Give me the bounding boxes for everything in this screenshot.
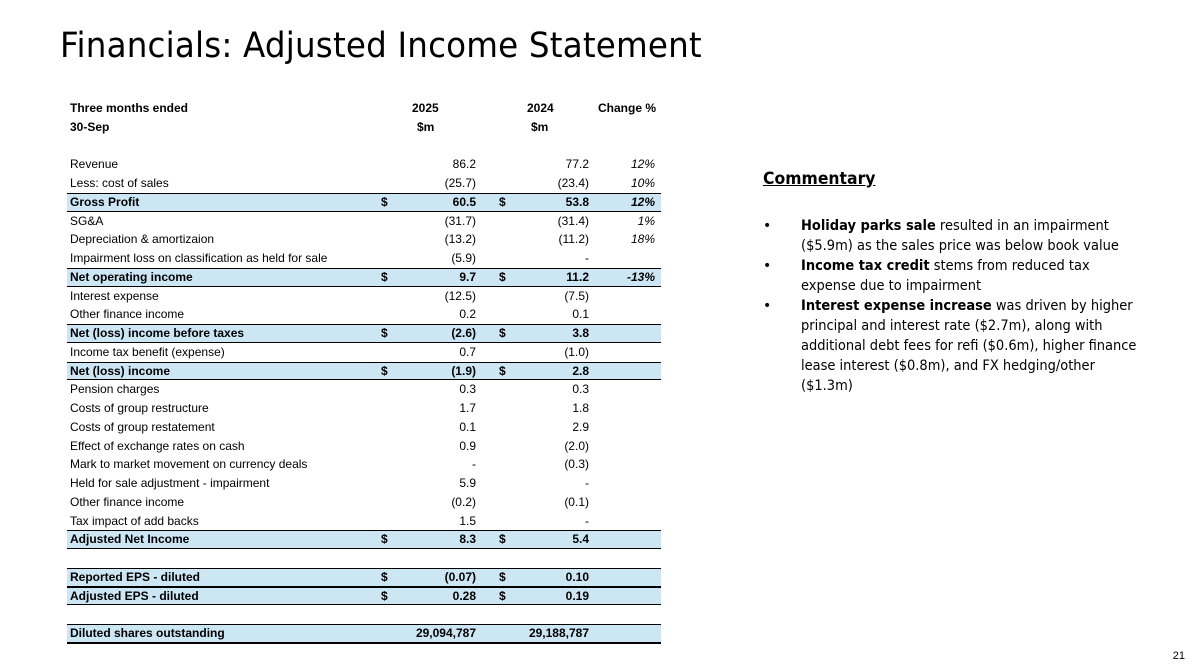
- row-label: Revenue: [70, 157, 119, 172]
- table-header-row-1: [67, 99, 661, 118]
- table-subtotal-row: [67, 530, 661, 549]
- row-value-2024: (1.0): [564, 344, 589, 359]
- table-row: [67, 305, 661, 324]
- row-value-2025: (0.2): [451, 494, 476, 509]
- row-value-2024: 3.8: [572, 326, 589, 340]
- table-spacer: [67, 605, 661, 624]
- row-currency-2025: $: [381, 363, 388, 378]
- row-label: SG&A: [70, 213, 104, 228]
- row-change-pct: 1%: [637, 213, 655, 228]
- commentary-list: [763, 216, 1143, 396]
- bullet-icon: •: [763, 298, 772, 314]
- row-value-2025: (5.9): [451, 251, 476, 265]
- table-subtotal-row: [67, 624, 661, 644]
- row-value-2025: (25.7): [444, 176, 476, 190]
- header-date-label: 30-Sep: [70, 119, 110, 134]
- row-value-2024: 1.8: [572, 401, 589, 415]
- row-value-2024: (31.4): [557, 213, 589, 228]
- table-subtotal-row: [67, 362, 661, 381]
- row-label: Adjusted EPS - diluted: [70, 588, 199, 603]
- row-label: Income tax benefit (expense): [70, 344, 225, 359]
- row-currency-2024: $: [499, 269, 506, 284]
- row-value-2025: (1.9): [451, 363, 476, 378]
- commentary-body: stems from reduced tax expense due to impairment: [801, 258, 1090, 294]
- row-value-2024: (2.0): [564, 438, 589, 453]
- row-value-2024: 29,188,787: [528, 626, 589, 640]
- table-row: [67, 512, 661, 531]
- row-value-2025: 86.2: [452, 157, 476, 172]
- row-value-2024: 0.1: [572, 307, 589, 322]
- row-label: Other finance income: [70, 307, 185, 322]
- commentary-bold-lead: Interest expense increase: [801, 298, 992, 314]
- table-subtotal-row: [67, 568, 661, 587]
- row-label: Gross Profit: [70, 194, 140, 209]
- table-row: [67, 437, 661, 456]
- commentary-text: [801, 256, 1147, 296]
- row-change-pct: 12%: [630, 157, 655, 172]
- row-label: Net (loss) income: [70, 363, 171, 378]
- row-value-2025: 0.9: [459, 438, 476, 453]
- row-label: Net (loss) income before taxes: [70, 326, 245, 340]
- row-value-2025: 0.1: [459, 419, 476, 434]
- table-row: [67, 399, 661, 418]
- row-value-2025: 1.7: [459, 401, 476, 415]
- row-currency-2024: $: [499, 532, 506, 547]
- row-label: Costs of group restatement: [70, 419, 215, 434]
- row-label: Diluted shares outstanding: [70, 626, 225, 640]
- row-value-2025: (12.5): [444, 288, 476, 303]
- row-value-2024: 11.2: [566, 269, 589, 284]
- row-value-2025: 0.7: [459, 344, 476, 359]
- row-value-2024: -: [585, 513, 589, 528]
- row-label: Net operating income: [70, 269, 193, 284]
- bullet-icon: •: [763, 218, 772, 234]
- row-change-pct: 18%: [630, 232, 655, 247]
- row-value-2024: (23.4): [557, 176, 589, 190]
- row-value-2025: 60.5: [452, 194, 476, 209]
- commentary-item: [763, 256, 1143, 296]
- row-value-2025: 29,094,787: [415, 626, 476, 640]
- table-subtotal-row: [67, 587, 661, 606]
- row-currency-2025: $: [381, 326, 388, 340]
- row-label: Mark to market movement on currency deals: [70, 457, 308, 472]
- page-title: Financials: Adjusted Income Statement: [60, 26, 702, 66]
- row-label: Reported EPS - diluted: [70, 569, 201, 584]
- row-currency-2025: $: [381, 588, 388, 603]
- row-label: Interest expense: [70, 288, 159, 303]
- header-change-label: Change %: [598, 101, 657, 115]
- table-row: [67, 418, 661, 437]
- commentary-item: [763, 296, 1143, 396]
- table-subtotal-row: [67, 268, 661, 287]
- row-currency-2024: $: [499, 194, 506, 209]
- table-row: [67, 474, 661, 493]
- table-row: [67, 174, 661, 193]
- row-label: Less: cost of sales: [70, 176, 169, 190]
- row-value-2024: -: [585, 251, 589, 265]
- income-statement-table: [67, 99, 661, 644]
- row-value-2024: (7.5): [564, 288, 589, 303]
- table-subtotal-row: [67, 193, 661, 212]
- table-header-row-2: [67, 118, 661, 137]
- row-label: Effect of exchange rates on cash: [70, 438, 245, 453]
- row-value-2025: -: [472, 457, 476, 472]
- commentary-title: Commentary: [763, 169, 876, 189]
- row-value-2025: 0.2: [459, 307, 476, 322]
- table-subtotal-row: [67, 324, 661, 343]
- row-currency-2025: $: [381, 194, 388, 209]
- page-number: 21: [1172, 650, 1185, 662]
- table-row: [67, 343, 661, 362]
- row-label: Held for sale adjustment - impairment: [70, 476, 270, 490]
- row-value-2024: 53.8: [565, 194, 589, 209]
- table-row: [67, 287, 661, 306]
- row-value-2024: -: [585, 476, 589, 490]
- row-value-2025: (31.7): [444, 213, 476, 228]
- row-value-2024: 5.4: [572, 532, 589, 547]
- bullet-icon: •: [763, 258, 772, 274]
- row-change-pct: -13%: [626, 269, 655, 284]
- row-label: Pension charges: [70, 382, 160, 397]
- row-value-2025: 1.5: [459, 513, 476, 528]
- row-value-2025: (0.07): [444, 569, 476, 584]
- row-label: Other finance income: [70, 494, 185, 509]
- table-row: [67, 155, 661, 174]
- row-value-2024: 0.3: [572, 382, 589, 397]
- header-col1-unit: $m: [417, 119, 435, 134]
- table-row: [67, 455, 661, 474]
- commentary-body: resulted in an impairment ($5.9m) as the sales price was below book value: [801, 218, 1119, 254]
- row-value-2024: 0.19: [565, 588, 589, 603]
- row-currency-2024: $: [499, 363, 506, 378]
- table-row: [67, 249, 661, 268]
- row-value-2025: 5.9: [459, 476, 476, 490]
- row-currency-2025: $: [381, 569, 388, 584]
- commentary-item: [763, 216, 1143, 256]
- row-value-2024: (0.3): [564, 457, 589, 472]
- row-change-pct: 10%: [630, 176, 655, 190]
- table-row: [67, 380, 661, 399]
- table-body: [67, 155, 661, 644]
- row-label: Tax impact of add backs: [70, 513, 199, 528]
- header-col1-year: 2025: [412, 101, 439, 115]
- row-label: Impairment loss on classification as held for sale: [70, 251, 328, 265]
- header-col2-year: 2024: [527, 101, 554, 115]
- row-value-2025: 0.28: [452, 588, 476, 603]
- row-change-pct: 12%: [630, 194, 655, 209]
- row-value-2025: 8.3: [459, 532, 476, 547]
- table-row: [67, 493, 661, 512]
- commentary-text: [801, 216, 1147, 256]
- row-value-2024: (11.2): [558, 232, 589, 247]
- row-value-2024: (0.1): [564, 494, 589, 509]
- table-row: [67, 230, 661, 249]
- row-value-2024: 0.10: [565, 569, 589, 584]
- commentary-bold-lead: Holiday parks sale: [801, 218, 936, 234]
- header-period-label: Three months ended: [70, 101, 189, 115]
- row-label: Costs of group restructure: [70, 401, 209, 415]
- row-currency-2024: $: [499, 326, 506, 340]
- header-spacer: [67, 137, 661, 156]
- table-row: [67, 212, 661, 231]
- row-currency-2024: $: [499, 569, 506, 584]
- commentary-bold-lead: Income tax credit: [801, 258, 930, 274]
- row-currency-2025: $: [381, 532, 388, 547]
- header-col2-unit: $m: [531, 119, 549, 134]
- commentary-body: was driven by higher principal and interest rate ($2.7m), along with additional debt fees for refi ($0.6m), higher finance lease interest ($0.8m), and FX hedging/other ($1.3m): [801, 298, 1137, 394]
- row-currency-2025: $: [381, 269, 388, 284]
- row-value-2025: (2.6): [451, 326, 476, 340]
- table-spacer: [67, 549, 661, 568]
- row-value-2025: 0.3: [459, 382, 476, 397]
- row-value-2024: 2.8: [572, 363, 589, 378]
- row-value-2024: 2.9: [572, 419, 589, 434]
- row-value-2025: 9.7: [459, 269, 476, 284]
- row-label: Adjusted Net Income: [70, 532, 190, 547]
- row-value-2025: (13.2): [444, 232, 476, 247]
- row-value-2024: 77.2: [565, 157, 589, 172]
- row-currency-2024: $: [499, 588, 506, 603]
- row-label: Depreciation & amortizaion: [70, 232, 215, 247]
- commentary-text: [801, 296, 1147, 396]
